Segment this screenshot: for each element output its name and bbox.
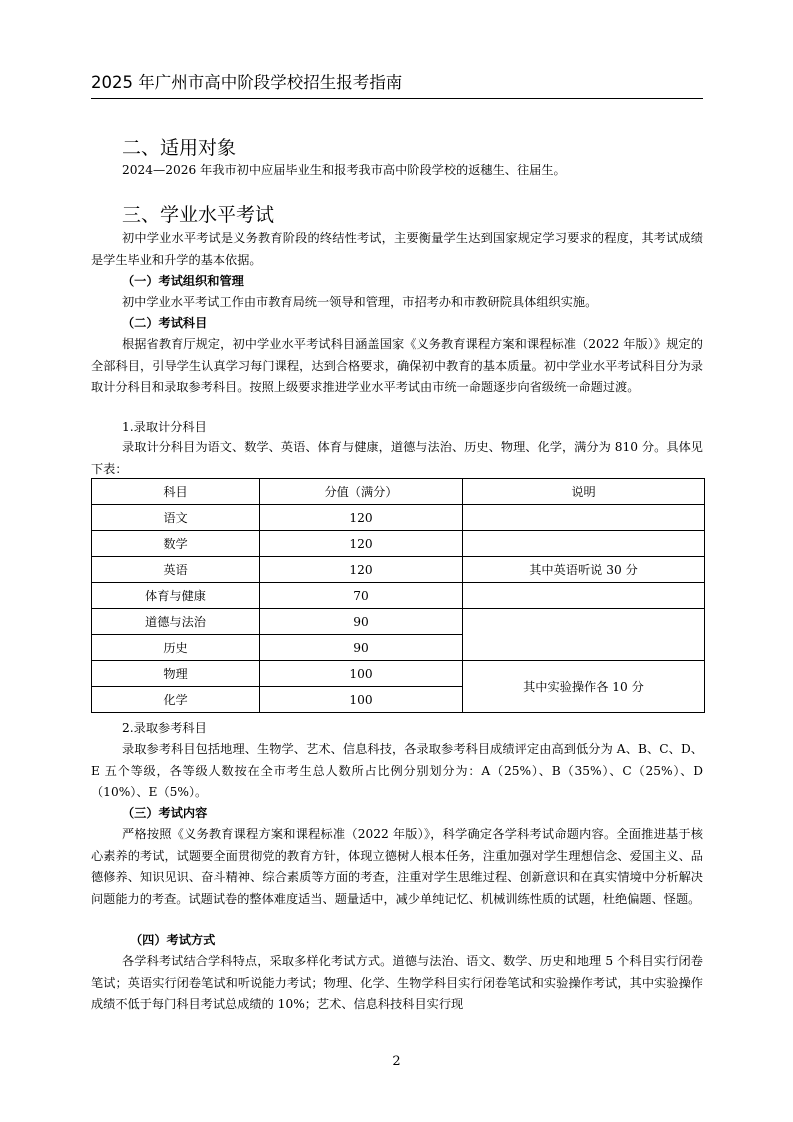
score-cell: 90 [260, 609, 463, 635]
table-row [92, 609, 705, 635]
note-cell [463, 505, 705, 531]
table-row [92, 505, 705, 531]
subject-cell: 语文 [92, 505, 260, 531]
page-header [91, 70, 703, 99]
table-row [92, 531, 705, 557]
table-header-row [92, 479, 705, 505]
item-reference-subjects: 2.录取参考科目 [122, 721, 207, 735]
reference-subjects-text: 录取参考科目包括地理、生物学、艺术、信息科技，各录取参考科目成绩评定由高到低分为 A、B、C、D、E 五个等级，各等级人数按在全市考生总人数所占比例分别划分为：A（25%）、B（35%）、C（25%）、D（10%）、E（5%）。 [91, 742, 703, 799]
method-text: 各学科考试结合学科特点，采取多样化考试方式。道德与法治、语文、数学、历史和地理 5 个科目实行闭卷笔试；英语实行闭卷笔试和听说能力考试；物理、化学、生物学科目实行闭卷笔试和实验操作考试，其中实验操作成绩不低于每门科目考试总成绩的 10%；艺术、信息科技科目实行现 [91, 954, 703, 1011]
sub-heading-subjects: （二）考试科目 [122, 316, 208, 330]
organization-text: 初中学业水平考试工作由市教育局统一领导和管理，市招考办和市教研院具体组织实施。 [122, 295, 598, 309]
sub-heading-organization: （一）考试组织和管理 [122, 274, 244, 288]
subject-cell: 历史 [92, 635, 260, 661]
subject-cell: 道德与法治 [92, 609, 260, 635]
column-header: 说明 [463, 479, 705, 505]
page-number: 2 [392, 1054, 401, 1069]
score-cell: 120 [260, 531, 463, 557]
note-cell [463, 583, 705, 609]
scored-subjects-text: 录取计分科目为语文、数学、英语、体育与健康，道德与法治、历史、物理、化学，满分为 810 分。具体见下表： [91, 440, 703, 476]
section-heading-applicable: 二、适用对象 [122, 137, 237, 159]
score-cell: 120 [260, 557, 463, 583]
content-text: 严格按照《义务教育课程方案和课程标准（2022 年版）》，科学确定各学科考试命题内容。全面推进基于核心素养的考试，试题要全面贯彻党的教育方针，体现立德树人根本任务，注重加强对学生理想信念、爱国主义、品德修养、知识见识、奋斗精神、综合素质等方面的考查，注重对学生思维过程、创新意识和在真实情境中分析解决问题能力的考查。试题试卷的整体难度适当、题量适中，减少单纯记忆、机械训练性质的试题，杜绝偏题、怪题。 [91, 827, 703, 906]
applicable-text: 2024—2026 年我市初中应届毕业生和报考我市高中阶段学校的返穗生、往届生。 [122, 163, 566, 177]
exam-intro: 初中学业水平考试是义务教育阶段的终结性考试，主要衡量学生达到国家规定学习要求的程度，其考试成绩是学生毕业和升学的基本依据。 [91, 231, 703, 267]
column-header: 科目 [92, 479, 260, 505]
section-heading-exam: 三、学业水平考试 [122, 204, 275, 226]
column-header: 分值（满分） [260, 479, 463, 505]
subject-cell: 英语 [92, 557, 260, 583]
subject-cell: 物理 [92, 661, 260, 687]
score-cell: 90 [260, 635, 463, 661]
subject-cell: 体育与健康 [92, 583, 260, 609]
subject-cell: 数学 [92, 531, 260, 557]
sub-heading-method: （四）考试方式 [130, 933, 216, 947]
subject-cell: 化学 [92, 687, 260, 713]
note-cell [463, 531, 705, 557]
header-title: 2025 年广州市高中阶段学校招生报考指南 [91, 73, 403, 92]
note-cell: 其中实验操作各 10 分 [463, 661, 705, 713]
score-table [91, 478, 705, 713]
score-cell: 120 [260, 505, 463, 531]
note-cell: 其中英语听说 30 分 [463, 557, 705, 583]
score-cell: 100 [260, 661, 463, 687]
table-row [92, 661, 705, 687]
note-cell [463, 609, 705, 661]
table-row [92, 557, 705, 583]
score-cell: 70 [260, 583, 463, 609]
sub-heading-content: （三）考试内容 [122, 806, 208, 820]
subjects-text: 根据省教育厅规定，初中学业水平考试科目涵盖国家《义务教育课程方案和课程标准（2022 年版）》规定的全部科目，引导学生认真学习每门课程，达到合格要求，确保初中教育的基本质量。初中学业水平考试科目分为录取计分科目和录取参考科目。按照上级要求推进学业水平考试由市统一命题逐步向省级统一命题过渡。 [91, 337, 703, 394]
score-cell: 100 [260, 687, 463, 713]
table-row [92, 583, 705, 609]
item-scored-subjects: 1.录取计分科目 [122, 420, 207, 434]
